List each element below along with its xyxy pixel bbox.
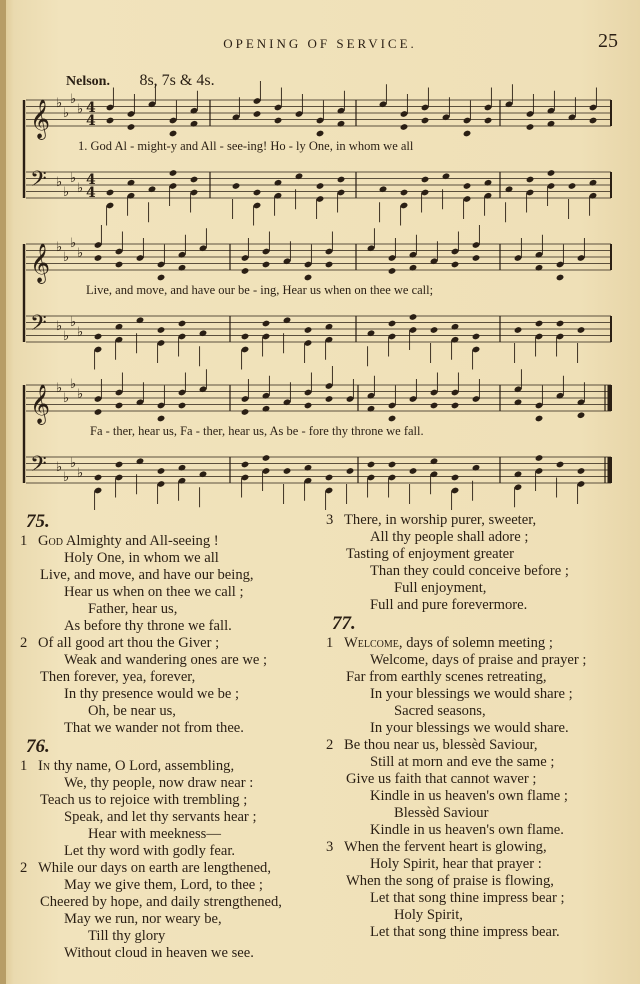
note-head: [367, 461, 376, 469]
hymn-line: [20, 843, 322, 860]
note-head: [547, 169, 556, 177]
hymn-line-text: That we wander not from thee.: [64, 720, 244, 736]
flat-accidental: ♭: [63, 106, 70, 121]
hymn-line: [20, 686, 322, 703]
hymn-line: [20, 601, 322, 618]
hymn-line: [20, 860, 322, 877]
hymn-line-text: May we run, nor weary be,: [64, 911, 222, 927]
hymn-line: [20, 894, 322, 911]
verse-number: 1: [326, 635, 334, 651]
lyric-line-2: Live, and move, and have our be - ing, Hear us when on thee we call;: [86, 283, 434, 297]
hymn-line: [326, 580, 630, 597]
note-head: [94, 254, 103, 262]
hymn-line-text: Full enjoyment,: [394, 580, 487, 596]
note-head: [304, 326, 313, 334]
flat-accidental: ♭: [63, 250, 70, 265]
hymn-text-column-left: [20, 512, 322, 962]
hymn-line-text: Holy Spirit,: [394, 907, 463, 923]
note-head: [388, 415, 397, 423]
flat-accidental: ♭: [63, 470, 70, 485]
time-signature-top: 4: [86, 100, 96, 116]
hymn-line-text: , days of solemn meeting ;: [398, 635, 553, 651]
note-head: [577, 411, 586, 419]
note-head: [337, 176, 346, 184]
hymn-line: [20, 809, 322, 826]
note-head: [388, 461, 397, 469]
hymn-line-text: Oh, be near us,: [88, 703, 176, 719]
note-head: [283, 467, 292, 475]
hymn-line-text: Sacred seasons,: [394, 703, 486, 719]
note-head: [94, 474, 103, 482]
note-head: [94, 333, 103, 341]
note-head: [157, 326, 166, 334]
treble-clef: 𝄞: [30, 243, 51, 283]
hymn-line: [20, 533, 322, 550]
flat-accidental: ♭: [77, 246, 84, 261]
hymn-line-text: Blessèd Saviour: [394, 805, 489, 821]
note-head: [589, 117, 598, 125]
note-head: [241, 267, 250, 275]
note-head: [232, 182, 241, 190]
flat-accidental: ♭: [70, 171, 77, 186]
verse-opening-word: In: [38, 758, 51, 774]
hymn-line-text: Give us faith that cannot waver ;: [346, 771, 537, 787]
hymn-line-text: Holy Spirit, hear that prayer :: [370, 856, 542, 872]
hymn-line-text: In thy presence would we be ;: [64, 686, 240, 702]
hymn-line-text: Without cloud in heaven we see.: [64, 945, 254, 961]
verse-number: 1: [20, 758, 28, 774]
note-head: [430, 326, 439, 334]
note-head: [316, 130, 325, 138]
hymn-line-text: Then forever, yea, forever,: [40, 669, 196, 685]
note-head: [169, 130, 178, 138]
note-head: [388, 267, 397, 275]
hymn-number: 75.: [26, 511, 50, 532]
note-head: [115, 461, 124, 469]
hymn-line-text: Speak, and let thy servants hear ;: [64, 809, 257, 825]
hymn-line-text: Let that song thine impress bear ;: [370, 890, 565, 906]
hymn-line: [326, 839, 630, 856]
note-head: [190, 176, 199, 184]
flat-accidental: ♭: [56, 381, 63, 396]
note-head: [577, 467, 586, 475]
flat-accidental: ♭: [56, 319, 63, 334]
verse-number: 1: [20, 533, 28, 549]
hymn-line-text: When the song of praise is flowing,: [346, 873, 554, 889]
hymn-line-text: Far from earthly scenes retreating,: [346, 669, 547, 685]
hymn-line: [326, 890, 630, 907]
hymn-line-text: As before thy throne we fall.: [64, 618, 232, 634]
note-head: [178, 402, 187, 410]
hymn-line: [326, 652, 630, 669]
hymn-line: [20, 928, 322, 945]
note-head: [304, 402, 313, 410]
flat-accidental: ♭: [63, 185, 70, 200]
hymn-line: [326, 720, 630, 737]
hymn-line: [326, 805, 630, 822]
note-head: [472, 333, 481, 341]
flat-accidental: ♭: [56, 460, 63, 475]
hymn-line: [326, 856, 630, 873]
note-head: [421, 117, 430, 125]
note-head: [451, 261, 460, 269]
hymn-line-text: Welcome, days of praise and prayer ;: [370, 652, 587, 668]
verse-number: 3: [326, 512, 334, 528]
note-head: [94, 408, 103, 416]
hymn-line-text: Father, hear us,: [88, 601, 178, 617]
hymn-line: [20, 911, 322, 928]
hymn-line-text: thy name, O Lord, assembling,: [50, 758, 235, 774]
time-signature-bottom: 4: [86, 185, 96, 201]
note-head: [556, 320, 565, 328]
note-head: [400, 189, 409, 197]
verse-number: 2: [20, 860, 28, 876]
hymn-line: [20, 669, 322, 686]
hymn-line: [326, 737, 630, 754]
flat-accidental: ♭: [70, 236, 77, 251]
hymn-line: [326, 703, 630, 720]
hymn-line: [20, 567, 322, 584]
note-head: [325, 395, 334, 403]
hymn-line: [326, 873, 630, 890]
hymn-line-text: Full and pure forevermore.: [370, 597, 528, 613]
note-head: [106, 189, 115, 197]
bass-clef: 𝄢: [30, 167, 47, 197]
note-head: [526, 176, 535, 184]
note-head: [388, 320, 397, 328]
hymn-line-text: Almighty and All-seeing !: [62, 533, 219, 549]
note-head: [514, 326, 523, 334]
lyric-line-3: Fa - ther, hear us, Fa - ther, hear us, As be - fore thy throne we fall.: [90, 424, 424, 438]
note-head: [157, 415, 166, 423]
hymn-line-text: Kindle in us heaven's own flame ;: [370, 788, 568, 804]
hymn-line: [326, 771, 630, 788]
hymn-number: 76.: [26, 736, 50, 757]
verse-number: 2: [326, 737, 334, 753]
verse-number: 3: [326, 839, 334, 855]
note-head: [241, 333, 250, 341]
hymn-line: [326, 529, 630, 546]
hymn-line-text: Cheered by hope, and daily strengthened,: [40, 894, 282, 910]
hymn-line: [20, 877, 322, 894]
hymn-line-text: Hear us when on thee we call ;: [64, 584, 244, 600]
hymn-line-text: Be thou near us, blessèd Saviour,: [344, 737, 538, 753]
flat-accidental: ♭: [70, 456, 77, 471]
note-head: [178, 320, 187, 328]
hymn-line-text: Live, and move, and have our being,: [40, 567, 254, 583]
time-signature-bottom: 4: [86, 113, 96, 129]
hymn-line-text: Still at morn and eve the same ;: [370, 754, 555, 770]
hymn-line: [20, 584, 322, 601]
hymn-line-text: Tasting of enjoyment greater: [346, 546, 514, 562]
hymn-line: [20, 618, 322, 635]
hymn-line: [20, 652, 322, 669]
verse-opening-word: God: [38, 533, 63, 549]
hymn-line: [326, 563, 630, 580]
flat-accidental: ♭: [70, 92, 77, 107]
flat-accidental: ♭: [63, 391, 70, 406]
note-head: [169, 169, 178, 177]
note-head: [430, 402, 439, 410]
note-head: [325, 261, 334, 269]
lyric-line-1: 1. God Al - might-y and All - see-ing! Ho - ly One, in whom we all: [78, 139, 414, 153]
note-head: [115, 402, 124, 410]
flat-accidental: ♭: [63, 329, 70, 344]
flat-accidental: ♭: [77, 102, 84, 117]
bass-clef: 𝄢: [30, 452, 47, 482]
note-head: [535, 320, 544, 328]
hymn-line: [326, 546, 630, 563]
hymn-line: [20, 826, 322, 843]
hymn-line: [326, 822, 630, 839]
hymn-line-text: Let that song thine impress bear.: [370, 924, 560, 940]
note-head: [115, 261, 124, 269]
hymn-line-text: Kindle in us heaven's own flame.: [370, 822, 564, 838]
hymn-line: [20, 945, 322, 962]
hymn-line-text: Weak and wandering ones are we ;: [64, 652, 268, 668]
verse-number: 2: [20, 635, 28, 651]
note-head: [463, 182, 472, 190]
flat-accidental: ♭: [77, 387, 84, 402]
hymn-line-text: While our days on earth are lengthened,: [38, 860, 272, 876]
verse-opening-word: Welcome: [344, 635, 399, 651]
note-head: [241, 408, 250, 416]
hymn-line: [20, 550, 322, 567]
hymn-line-text: Teach us to rejoice with trembling ;: [40, 792, 248, 808]
flat-accidental: ♭: [56, 96, 63, 111]
hymn-line-text: Let thy word with godly fear.: [64, 843, 236, 859]
hymn-line-text: There, in worship purer, sweeter,: [344, 512, 537, 528]
hymn-line-text: In your blessings we would share ;: [370, 686, 573, 702]
note-head: [409, 467, 418, 475]
note-head: [274, 117, 283, 125]
time-signature-top: 4: [86, 172, 96, 188]
note-head: [556, 274, 565, 282]
note-head: [316, 182, 325, 190]
note-head: [568, 182, 577, 190]
note-head: [253, 110, 262, 118]
note-head: [526, 123, 535, 131]
note-head: [262, 454, 271, 462]
note-head: [535, 454, 544, 462]
hymn-line-text: Holy One, in whom we all: [64, 550, 219, 566]
flat-accidental: ♭: [77, 466, 84, 481]
note-head: [409, 313, 418, 321]
hymn-line: [20, 792, 322, 809]
flat-accidental: ♭: [77, 181, 84, 196]
note-head: [241, 461, 250, 469]
running-head: OPENING OF SERVICE.: [223, 36, 417, 51]
flat-accidental: ♭: [77, 325, 84, 340]
tune-name: Nelson.: [66, 74, 110, 89]
hymn-line-text: May we give them, Lord, to thee ;: [64, 877, 263, 893]
bass-clef: 𝄢: [30, 311, 47, 341]
hymn-line: [326, 635, 630, 652]
page-number: 25: [598, 30, 618, 52]
note-head: [262, 320, 271, 328]
hymn-line-text: We, thy people, now draw near :: [64, 775, 254, 791]
note-head: [346, 467, 355, 475]
note-head: [400, 123, 409, 131]
hymn-line: [20, 635, 322, 652]
flat-accidental: ♭: [70, 377, 77, 392]
hymn-line-text: When the fervent heart is glowing,: [344, 839, 547, 855]
note-head: [556, 461, 565, 469]
hymn-line-text: Hear with meekness—: [88, 826, 221, 842]
treble-clef: 𝄞: [30, 99, 51, 139]
note-head: [325, 474, 334, 482]
note-head: [535, 415, 544, 423]
hymn-line: [326, 907, 630, 924]
hymn-text-column-right: [326, 512, 630, 941]
hymn-line: [326, 924, 630, 941]
hymn-line-text: Of all good art thou the Giver ;: [38, 635, 220, 651]
hymn-line: [326, 669, 630, 686]
note-head: [463, 130, 472, 138]
hymn-line: [20, 758, 322, 775]
note-head: [253, 189, 262, 197]
hymn-line: [20, 775, 322, 792]
hymn-line: [326, 754, 630, 771]
note-head: [577, 326, 586, 334]
note-head: [262, 261, 271, 269]
hymn-line: [326, 597, 630, 614]
note-head: [484, 117, 493, 125]
note-head: [472, 254, 481, 262]
note-head: [157, 274, 166, 282]
note-head: [106, 117, 115, 125]
hymn-line-text: Than they could conceive before ;: [370, 563, 569, 579]
note-head: [157, 467, 166, 475]
tune-meter: 8s, 7s & 4s.: [139, 72, 215, 89]
hymn-line-text: In your blessings we would share.: [370, 720, 569, 736]
note-head: [421, 176, 430, 184]
note-head: [127, 123, 136, 131]
hymn-line-text: All thy people shall adore ;: [370, 529, 529, 545]
note-head: [451, 402, 460, 410]
flat-accidental: ♭: [56, 175, 63, 190]
note-head: [451, 474, 460, 482]
hymn-line: [326, 686, 630, 703]
flat-accidental: ♭: [56, 240, 63, 255]
hymn-line: [20, 703, 322, 720]
hymn-line: [20, 720, 322, 737]
hymn-line-text: Till thy glory: [88, 928, 166, 944]
hymn-line: [326, 788, 630, 805]
note-head: [304, 274, 313, 282]
flat-accidental: ♭: [70, 315, 77, 330]
hymn-number: 77.: [332, 613, 356, 634]
treble-clef: 𝄞: [30, 384, 51, 424]
hymn-line: [326, 512, 630, 529]
